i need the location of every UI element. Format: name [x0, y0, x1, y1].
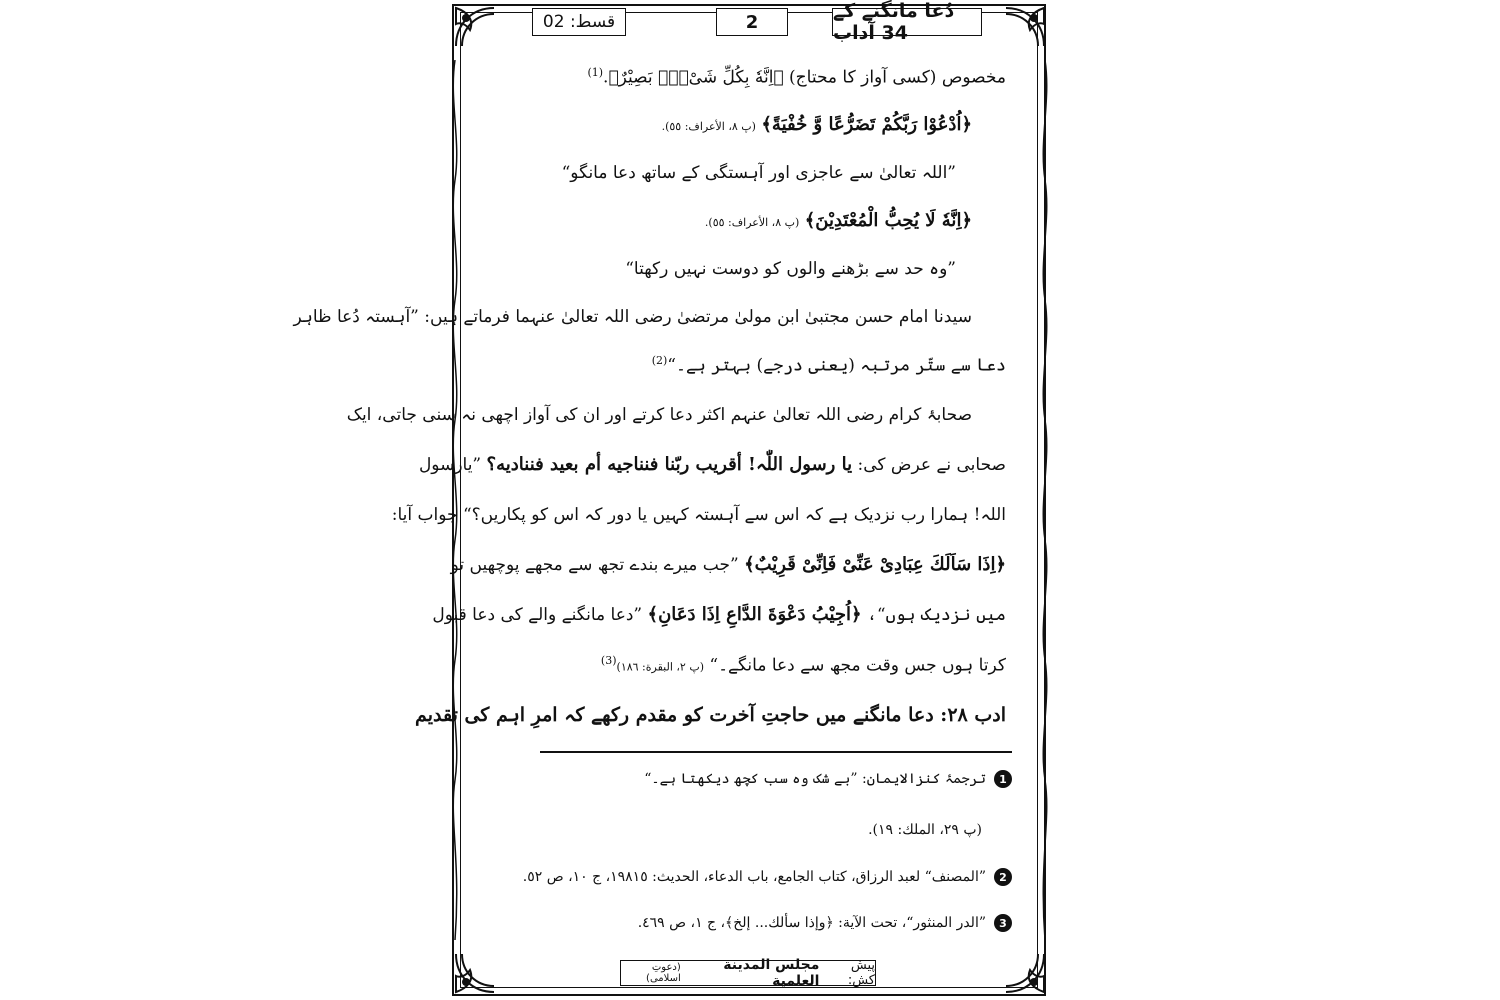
- footer-label: پیش کش:: [847, 958, 875, 988]
- text-line-4: [705, 210, 972, 231]
- adab-heading: ادب ۲۸: دعا مانگنے میں حاجتِ آخرت کو مقدم رکھے کہ امرِ اہم کی تقدیم: [415, 704, 1006, 726]
- footnote-1-reference: (پ ٢٩، الملك: ١٩).: [868, 822, 982, 838]
- text-line-2: [662, 114, 972, 135]
- page-header: [462, 0, 1036, 44]
- footnote-marker-1: (1): [587, 66, 604, 79]
- book-page: [293, 0, 1052, 1000]
- quran-verse-1: ﴿اُدْعُوْا رَبَّكُمْ تَضَرُّعًا وَّ خُفْیَةً﴾: [761, 114, 972, 135]
- page-border-inner: [460, 12, 1038, 988]
- text-line-13: [601, 654, 1006, 676]
- arabic-hadith: یا رسول اللّٰہ! أقریب ربّنا فنناجیه أم بعید فننادیه؟: [486, 454, 853, 475]
- line12-intro: میں نزدیک ہوں“،: [866, 605, 1006, 625]
- book-title: دُعا مانگنے کے 34 آداب: [832, 8, 982, 36]
- line1-text: مخصوص (کسی آواز کا محتاج) ﴿اِنَّهٗ بِكُلِّ شَیْءٍۭ بَصِیْرٌ﴾.: [603, 67, 1006, 88]
- line12-end: ”دعا مانگنے والے کی دعا قبول: [432, 605, 643, 625]
- text-line-6: سیدنا امام حسن مجتبیٰ ابن مولیٰ مرتضیٰ رضی اللہ تعالیٰ عنہما فرماتے ہیں: ”آہستہ دُعا ظاہر: [293, 307, 972, 327]
- corner-ornament-bottom-right: [1002, 950, 1048, 996]
- part-number: قسط: 02: [532, 8, 626, 36]
- footnote-2-text: ”المصنف“ لعبد الرزاق، كتاب الجامع، باب الدعاء، الحديث: ١٩٨١٥، ج ١٠، ص ٥٢.: [522, 869, 986, 885]
- line9-intro: صحابی نے عرض کی:: [857, 455, 1006, 475]
- quran-verse-4: ﴿اُجِیْبُ دَعْوَةَ الدَّاعِ اِذَا دَعَانِ﴾: [647, 604, 862, 625]
- publisher-subtitle: (دعوتِ اسلامی): [646, 962, 681, 984]
- footnote-2: [523, 868, 1012, 886]
- text-line-5: ”وہ حد سے بڑھنے والوں کو دوست نہیں رکھتا“: [625, 259, 956, 279]
- line13-text: کرتا ہوں جس وقت مجھ سے دعا مانگے۔“: [709, 655, 1006, 676]
- text-line-12: [432, 604, 1006, 625]
- quran-verse-3: ﴿اِذَا سَاَلَكَ عِبَادِیْ عَنِّیْ فَاِنِّیْ قَرِیْبٌ﴾: [744, 554, 1006, 575]
- verse-reference-3: (پ ٢، البقرة: ١٨٦): [616, 660, 704, 674]
- text-line-7: [652, 354, 1006, 376]
- vine-ornament-right: [1038, 60, 1052, 940]
- text-line-9: [419, 454, 1006, 475]
- footnote-3-text: ”الدر المنثور“، تحت الآية: ﴿وإذا سألك... إلخ﴾، ج ١، ص ٤٦٩.: [637, 915, 986, 931]
- footnote-1: [644, 770, 1012, 788]
- vine-ornament-left: [448, 60, 462, 940]
- footnote-number-3: 3: [994, 914, 1012, 932]
- publisher-name: مجلس المدينة العلمية: [723, 957, 820, 989]
- verse-reference-1: (پ ٨، الأعراف: ٥٥).: [661, 120, 756, 133]
- line7-text: دعا سے ستّر مرتبہ (یعنی درجے) بہتر ہے۔“: [667, 355, 1006, 376]
- line9-end: ”یارسول: [418, 455, 482, 475]
- footnote-divider: [540, 751, 1012, 753]
- text-line-11: [451, 554, 1006, 575]
- footnote-marker-2: (2): [651, 354, 668, 367]
- line11-text: ”جب میرے بندے تجھ سے مجھے پوچھیں تو: [450, 555, 739, 575]
- quran-verse-2: ﴿اِنَّهٗ لَا یُحِبُّ الْمُعْتَدِیْنَ﴾: [804, 210, 972, 231]
- verse-reference-2: (پ ٨، الأعراف: ٥٥).: [704, 216, 800, 229]
- text-line-10: اللہ! ہمارا رب نزدیک ہے کہ اس سے آہستہ کہیں یا دور کہ اس کو پکاریں؟“ جواب آیا:: [391, 505, 1006, 525]
- footnote-3: [638, 914, 1012, 932]
- corner-ornament-bottom-left: [452, 950, 498, 996]
- text-line-1: [587, 66, 1006, 88]
- page-number: 2: [716, 8, 788, 36]
- footnote-number-2: 2: [994, 868, 1012, 886]
- footnote-marker-3: (3): [600, 654, 617, 667]
- publisher-footer: [620, 957, 876, 989]
- footnote-1-text: ترجمۂ کنزالایمان: ”بے شک وہ سب کچھ دیکھتا ہے۔“: [644, 771, 986, 787]
- text-line-3: ”اللہ تعالیٰ سے عاجزی اور آہستگی کے ساتھ دعا مانگو“: [561, 163, 956, 183]
- footnote-number-1: 1: [994, 770, 1012, 788]
- text-line-8: صحابۂ کرام رضی اللہ تعالیٰ عنہم اکثر دعا کرتے اور ان کی آواز اچھی نہ سنی جاتی، ایک: [346, 405, 972, 425]
